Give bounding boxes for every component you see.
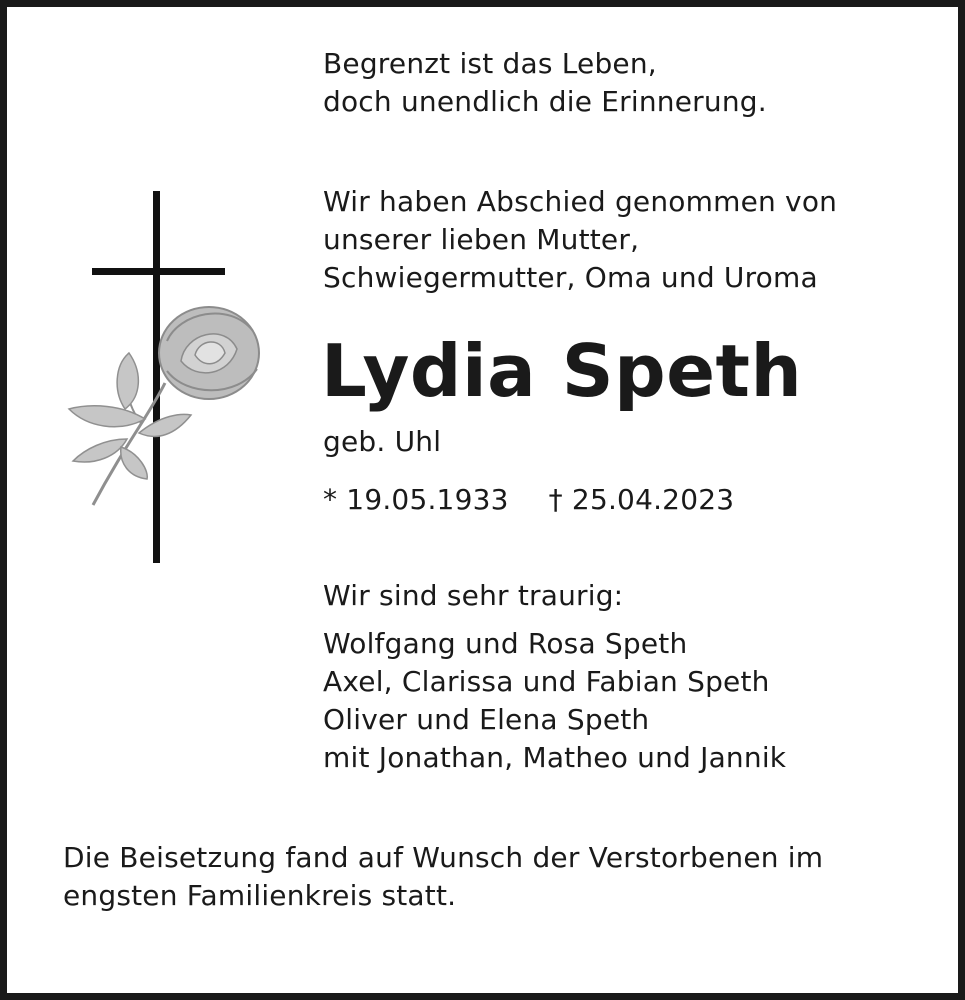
- mourners-heading: Wir sind sehr traurig:: [323, 579, 624, 612]
- rose-icon: [69, 307, 259, 505]
- birth-date: * 19.05.1933: [323, 483, 509, 516]
- intro-line: unserer lieben Mutter,: [323, 223, 640, 256]
- funeral-notice: [63, 839, 823, 915]
- intro-text: [323, 183, 837, 297]
- mourner-line: Wolfgang und Rosa Speth: [323, 627, 688, 660]
- life-dates: [323, 481, 734, 519]
- cross-and-rose-emblem: [57, 183, 267, 573]
- mourner-line: mit Jonathan, Matheo und Jannik: [323, 741, 787, 774]
- mourners-list: [323, 625, 786, 777]
- intro-line: Schwiegermutter, Oma und Uroma: [323, 261, 818, 294]
- deceased-name: Lydia Speth: [321, 329, 803, 413]
- mourner-line: Oliver und Elena Speth: [323, 703, 650, 736]
- mourner-line: Axel, Clarissa und Fabian Speth: [323, 665, 770, 698]
- motto: [323, 45, 767, 121]
- motto-line: Begrenzt ist das Leben,: [323, 47, 657, 80]
- intro-line: Wir haben Abschied genommen von: [323, 185, 838, 218]
- notice-line: Die Beisetzung fand auf Wunsch der Verstorbenen im: [63, 841, 824, 874]
- motto-line: doch unendlich die Erinnerung.: [323, 85, 767, 118]
- notice-line: engsten Familienkreis statt.: [63, 879, 457, 912]
- birth-name: geb. Uhl: [323, 425, 442, 458]
- death-date: † 25.04.2023: [548, 483, 735, 516]
